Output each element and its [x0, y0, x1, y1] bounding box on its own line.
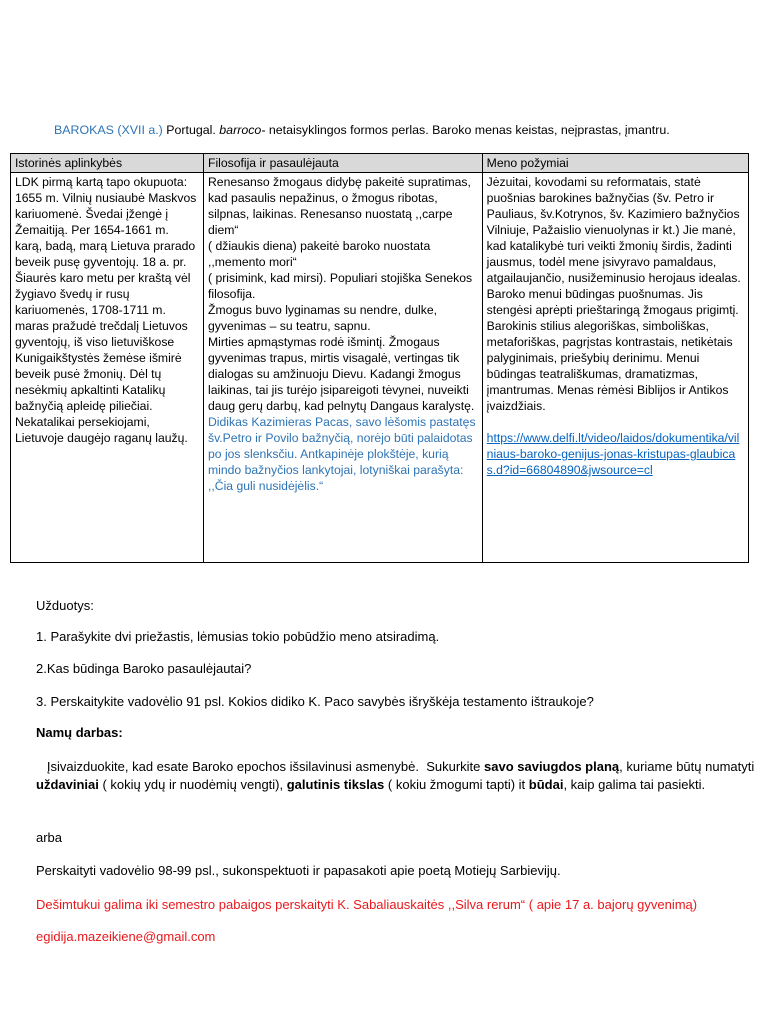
- philosophy-para-3: ( prisimink, kad mirsi). Populiari stojiška Senekos filosofija.: [208, 271, 473, 301]
- video-link-para: [487, 430, 744, 478]
- philosophy-pacas-note: Didikas Kazimieras Pacas, savo lėšomis pastatęs šv.Petro ir Povilo bažnyčią, norėjo būti palaidotas po jos slenksčiu. Antkapinėje plokštėje, kurią mindo bažnyčios lankytojai, lotyniškai parašyta: ,,Čia guli nusidėjėlis.“: [208, 415, 476, 493]
- intro-italic: barroco-: [219, 123, 266, 137]
- header-historical: Istorinės aplinkybės: [11, 154, 204, 173]
- extra-reading: Dešimtukui galima iki semestro pabaigos perskaityti K. Sabaliauskaitės ,,Silva rerum“ ( apie 17 a. bajorų gyvenimą): [36, 897, 698, 912]
- philosophy-para-1: Renesanso žmogaus didybę pakeitė supratimas, kad pasaulis nepažinus, o žmogus ribotas, silpnas, laikinas. Renesanso nuostatą ,,carpe diem“: [208, 175, 471, 237]
- hw-text-4: ( kokiu žmogumi tapti) it: [384, 777, 529, 792]
- intro-text-2: netaisyklingos formos perlas. Baroko menas keistas, neįprastas, įmantru.: [265, 123, 670, 137]
- hw-bold-goal: galutinis tikslas: [286, 777, 385, 792]
- task-2: 2.Kas būdinga Baroko pasaulėjautai?: [36, 661, 252, 676]
- hw-text-3: ( kokių ydų ir nuodėmių vengti),: [98, 777, 287, 792]
- historical-text: LDK pirmą kartą tapo okupuota: 1655 m. Vilnių nusiaubė Maskvos kariuomenė. Švedai įžengė į Žemaitiją. Per 1654-1661 m. karą, badą, marą Lietuva prarado beveik pusę gyventojų. 18 a. pr. Šiaurės karo metu per kraštą vėl žygiavo švedų ir rusų kariuomenės, 1708-1711 m. maras pražudė trečdalį Lietuvos gyventojų, iš viso lietuviškose Kunigaikštystės žemėse išmirė beveik pusė žmonių. Dėl tų nesėkmių apkaltinti Katalikų bažnyčią apleidę piliečiai. Nekatalikai persekiojami, Lietuvoje daugėjo raganų laužų.: [15, 175, 197, 445]
- alternative-task: Perskaityti vadovėlio 98-99 psl., sukonspektuoti ir papasakoti apie poetą Motiejų Sarbievijų.: [36, 863, 561, 878]
- intro-text-1: Portugal.: [162, 123, 220, 137]
- table-row: [11, 173, 749, 563]
- homework-heading: Namų darbas:: [36, 725, 123, 740]
- tasks-heading: Užduotys:: [36, 598, 94, 613]
- teacher-email: egidija.mazeikiene@gmail.com: [36, 929, 216, 944]
- header-philosophy: Filosofija ir pasaulėjauta: [204, 154, 483, 173]
- header-art-features: Meno požymiai: [482, 154, 748, 173]
- hw-bold-means: būdai: [528, 777, 564, 792]
- hw-text-2: , kuriame būtų numatyti: [619, 759, 755, 774]
- hw-bold-plan: savo saviugdos planą: [484, 759, 620, 774]
- philosophy-para-2: ( džiaukis diena) pakeitė baroko nuostata ,,memento mori“: [208, 239, 431, 269]
- or-text: arba: [36, 830, 63, 845]
- table-header-row: [11, 154, 749, 173]
- philosophy-para-4: Žmogus buvo lyginamas su nendre, dulke, gyvenimas – su teatru, sapnu.: [208, 303, 437, 333]
- cell-historical: [11, 173, 204, 563]
- task-1: 1. Parašykite dvi priežastis, lėmusias tokio pobūdžio meno atsiradimą.: [36, 629, 440, 644]
- hw-bold-tasks: uždaviniai: [36, 777, 99, 792]
- intro-line: [54, 122, 754, 138]
- art-features-text: Jėzuitai, kovodami su reformatais, statė puošnias barokines bažnyčias (šv. Petro ir Pauliaus, šv.Kotrynos, šv. Kazimiero bažnyčios Vilniuje, Pažaislio vienuolynas ir kt.) Jie manė, kad katalikybė turi veikti žmonių širdis, žadinti jausmus, todėl mene įsivyravo pamaldaus, atgailaujančio, nusižeminusio herojaus idealas. Baroko menui būdingas puošnumas. Jis stengėsi aprėpti prieštaringą žmogaus prigimtį. Barokinis stilius alegoriškas, simboliškas, metaforiškas, pagrįstas kontrastais, netikėtais palyginimais, priešybių derinimu. Menui būdingas teatrališkumas, dramatizmas, įmantrumas. Menas rėmėsi Biblijos ir Antikos įvaizdžiais.: [486, 175, 741, 413]
- baroque-table: [10, 153, 749, 563]
- intro-term: BAROKAS (XVII a.): [54, 123, 163, 137]
- hw-text-1: Įsivaizduokite, kad esate Baroko epochos išsilavinusi asmenybė. Sukurkite: [36, 759, 485, 774]
- cell-art-features: [482, 173, 748, 563]
- cell-philosophy: [204, 173, 483, 563]
- delfi-video-link[interactable]: https://www.delfi.lt/video/laidos/dokumentika/vilniaus-baroko-genijus-jonas-kristupas-glaubicas.d?id=66804890&jwsource=cl: [486, 431, 740, 477]
- task-3: 3. Perskaitykite vadovėlio 91 psl. Kokios didiko K. Paco savybės išryškėja testamento ištraukoje?: [36, 694, 594, 709]
- homework-text: [36, 758, 756, 794]
- philosophy-para-5: Mirties apmąstymas rodė išmintį. Žmogaus gyvenimas trapus, mirtis visagalė, vertingas tik dialogas su amžinuoju Dievu. Kadangi žmogus laikinas, tai jis turėjo įsipareigoti tėvynei, nuveikti daug gerų darbų, kad pelnytų Dangaus karalystę.: [208, 335, 475, 413]
- hw-text-5: , kaip galima tai pasiekti.: [563, 777, 706, 792]
